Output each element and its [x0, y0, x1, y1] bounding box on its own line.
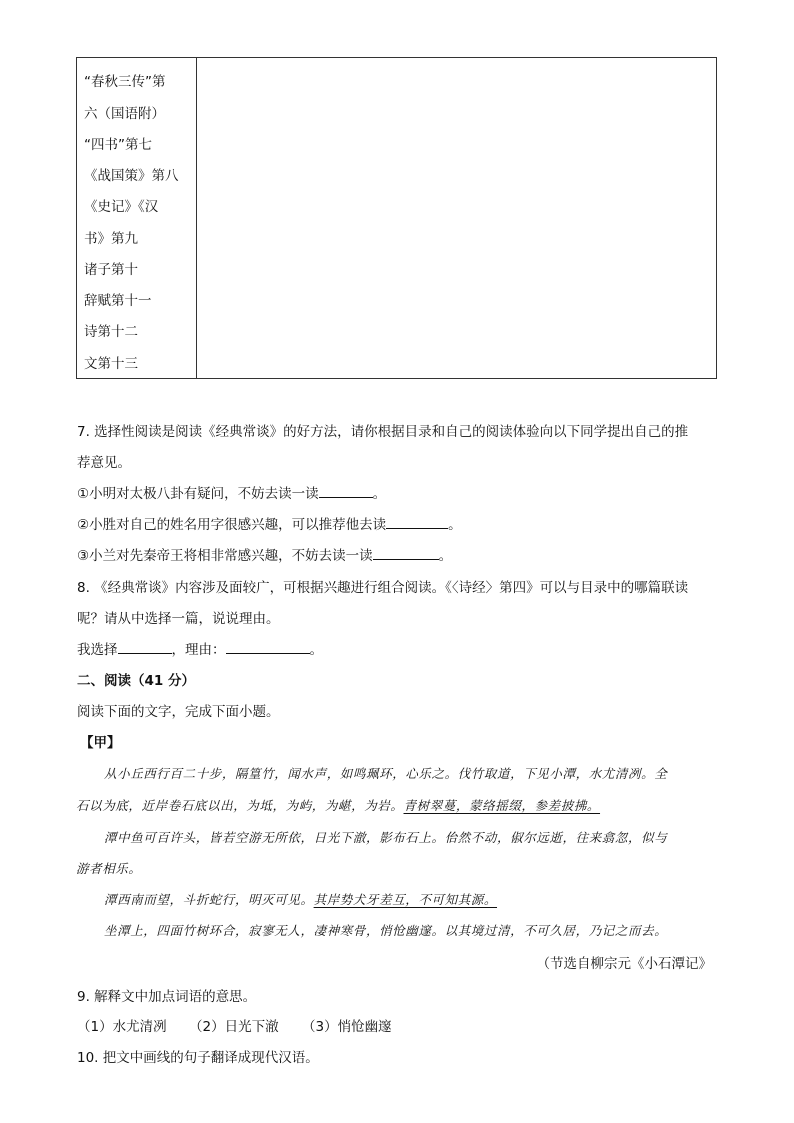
q7-answer-blank-3[interactable] — [373, 545, 439, 560]
q7-item-2 — [77, 513, 462, 533]
toc-item: 辞赋第十一 — [84, 293, 152, 309]
underlined-sentence-2: 其岸势犬牙差互，不可知其源。 — [313, 892, 498, 907]
q7-item-3-text: ③小兰对先秦帝王将相非常感兴趣，不妨去读一读 — [77, 548, 373, 564]
q9-items — [77, 1015, 392, 1035]
passage-label-jia: 【甲】 — [80, 735, 121, 751]
q8-prompt-line1: 8. 《经典常谈》内容涉及面较广，可根据兴趣进行组合阅读。《〈诗经〉第四》可以与目录中的哪篇联读 — [77, 580, 689, 596]
q7-item-2-end: 。 — [448, 517, 462, 533]
toc-item: “四书”第七 — [84, 137, 152, 153]
q9-item-2: （2）日光下澈 — [189, 1019, 279, 1035]
toc-item: 诸子第十 — [84, 262, 138, 278]
passage-p3-a: 潭西南而望，斗折蛇行，明灭可见。 — [104, 892, 314, 907]
passage-p1-line1: 从小丘西行百二十步，隔篁竹，闻水声，如鸣珮环，心乐之。伐竹取道，下见小潭，水尤清冽。全 — [104, 766, 668, 781]
toc-item: 《战国策》第八 — [84, 168, 179, 184]
q7-item-3 — [77, 544, 452, 564]
passage-p3 — [104, 890, 497, 908]
passage-p2-line2: 游者相乐。 — [76, 861, 142, 876]
toc-left-column — [77, 58, 197, 378]
passage-source: （节选自柳宗元《小石潭记》 — [536, 956, 712, 972]
toc-table — [76, 57, 717, 379]
q7-item-3-end: 。 — [438, 548, 453, 564]
q8-reason-blank[interactable] — [226, 639, 310, 654]
q7-prompt-line2: 荐意见。 — [77, 455, 131, 471]
q8-answer-prefix: 我选择 — [77, 642, 118, 658]
q7-answer-blank-1[interactable] — [319, 483, 373, 498]
q8-answer-mid: ，理由： — [171, 642, 226, 658]
q7-item-2-text: ②小胜对自己的姓名用字很感兴趣，可以推荐他去读 — [77, 517, 387, 533]
passage-p1-line2-a: 石以为底，近岸卷石底以出，为坻，为屿，为嵁，为岩。 — [76, 798, 404, 813]
toc-item: “春秋三传”第 — [84, 74, 166, 90]
q9-item-1: （1）水尤清冽 — [77, 1019, 167, 1035]
toc-item: 《史记》《汉 — [84, 199, 159, 215]
passage-p1-line2 — [76, 796, 600, 814]
q8-answer-line — [77, 638, 323, 658]
q7-item-1 — [77, 482, 386, 502]
q7-answer-blank-2[interactable] — [386, 514, 448, 529]
q10-prompt: 10. 把文中画线的句子翻译成现代汉语。 — [77, 1050, 319, 1066]
section-2-heading: 二、阅读（41 分） — [77, 673, 195, 689]
toc-item: 六（国语附） — [84, 106, 165, 122]
q8-prompt-line2: 呢？请从中选择一篇，说说理由。 — [77, 611, 280, 627]
section-2-instruction: 阅读下面的文字，完成下面小题。 — [77, 704, 280, 720]
q7-item-1-end: 。 — [372, 486, 387, 502]
q9-item-3: （3）悄怆幽邃 — [302, 1019, 392, 1035]
q7-item-1-text: ①小明对太极八卦有疑问，不妨去读一读 — [77, 486, 319, 502]
passage-p4: 坐潭上，四面竹树环合，寂寥无人，凄神寒骨，悄怆幽邃。以其境过清，不可久居，乃记之而去。 — [104, 923, 668, 938]
passage-p2-line1: 潭中鱼可百许头，皆若空游无所依，日光下澈，影布石上。佁然不动，俶尔远逝，往来翕忽，似与 — [104, 830, 668, 845]
toc-item: 诗第十二 — [84, 324, 138, 340]
toc-item: 书》第九 — [84, 231, 138, 247]
underlined-sentence-1: 青树翠蔓，蒙络摇缀，参差披拂。 — [403, 798, 601, 813]
q8-choice-blank[interactable] — [118, 639, 172, 654]
q8-answer-end: 。 — [309, 642, 323, 658]
toc-item: 文第十三 — [84, 356, 138, 372]
q9-prompt: 9. 解释文中加点词语的意思。 — [77, 989, 257, 1005]
q7-prompt-line1: 7. 选择性阅读是阅读《经典常谈》的好方法，请你根据目录和自己的阅读体验向以下同学提出自己的推 — [77, 424, 689, 440]
